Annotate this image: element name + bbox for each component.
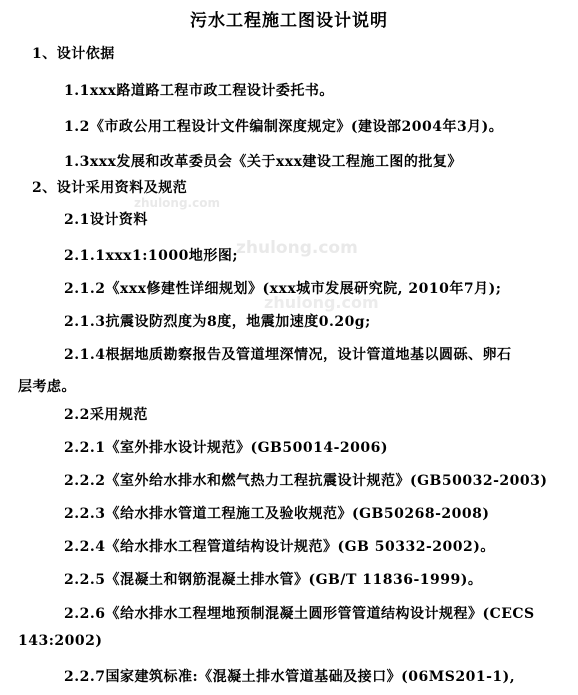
paragraph-line: 2.1.1xxx1:1000地形图; xyxy=(64,248,239,264)
section-heading-1: 1、设计依据 xyxy=(32,46,115,62)
subsection-heading: 2.2采用规范 xyxy=(64,407,148,423)
paragraph-line: 2.1.3抗震设防烈度为8度，地震加速度0.20g; xyxy=(64,314,371,330)
watermark: zhulong.com xyxy=(264,293,379,312)
paragraph-line: 1.2《市政公用工程设计文件编制深度规定》(建设部2004年3月)。 xyxy=(64,119,504,135)
paragraph-line: 2.2.4《给水排水工程管道结构设计规范》(GB 50332-2002)。 xyxy=(64,539,495,555)
paragraph-line: 层考虑。 xyxy=(18,379,76,395)
watermark: zhulong.com xyxy=(134,196,220,210)
paragraph-line: 2.2.6《给水排水工程埋地预制混凝土圆形管管道结构设计规程》(CECS xyxy=(64,606,535,622)
paragraph-line: 1.3xxx发展和改革委员会《关于xxx建设工程施工图的批复》 xyxy=(64,154,462,170)
paragraph-line: 143:2002) xyxy=(18,633,103,649)
paragraph-line: 2.2.1《室外排水设计规范》(GB50014-2006) xyxy=(64,440,388,456)
paragraph-line: 2.2.5《混凝土和钢筋混凝土排水管》(GB/T 11836-1999)。 xyxy=(64,572,483,588)
page-title: 污水工程施工图设计说明 xyxy=(190,11,388,31)
paragraph-line: 2.2.2《室外给水排水和燃气热力工程抗震设计规范》(GB50032-2003) xyxy=(64,473,548,489)
paragraph-line: 2.1.2《xxx修建性详细规划》(xxx城市发展研究院, 2010年7月); xyxy=(64,281,502,297)
subsection-heading: 2.1设计资料 xyxy=(64,212,148,228)
paragraph-line: 2.2.7国家建筑标准:《混凝土排水管道基础及接口》(06MS201-1), xyxy=(64,669,516,685)
section-heading-2: 2、设计采用资料及规范 xyxy=(32,180,188,196)
paragraph-line: 1.1xxx路道路工程市政工程设计委托书。 xyxy=(64,83,334,99)
paragraph-line: 2.2.3《给水排水管道工程施工及验收规范》(GB50268-2008) xyxy=(64,506,490,522)
paragraph-line: 2.1.4根据地质勘察报告及管道埋深情况，设计管道地基以圆砾、卵石 xyxy=(64,347,512,363)
watermark: zhulong.com xyxy=(236,238,358,258)
